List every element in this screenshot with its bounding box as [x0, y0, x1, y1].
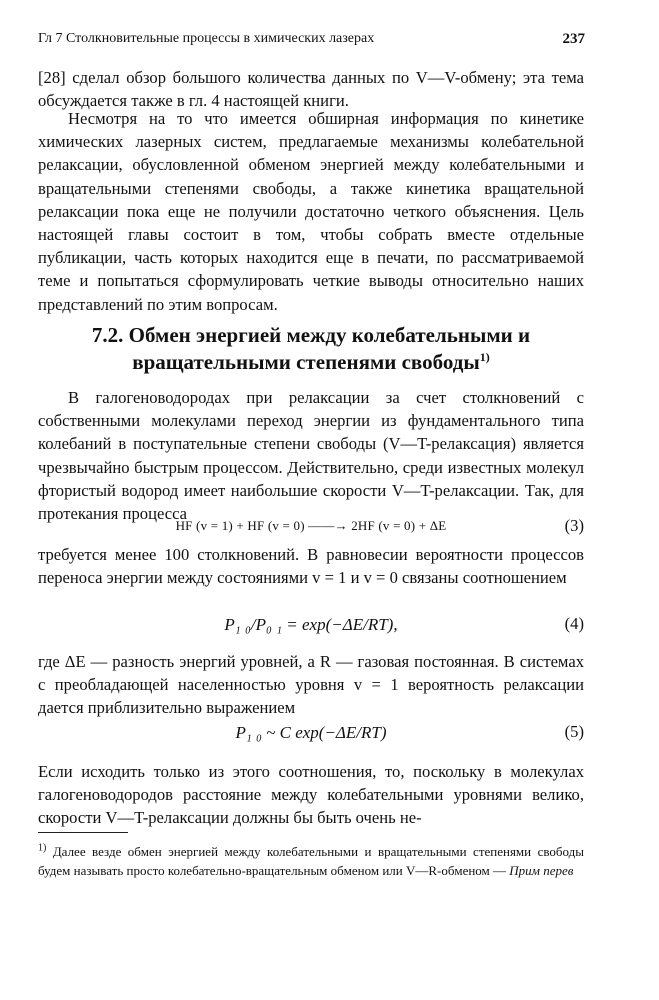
footnote-mark: 1) [38, 842, 47, 854]
running-header [38, 30, 585, 48]
equation-3 [38, 514, 584, 538]
equation-number: (5) [564, 722, 584, 741]
paragraph-intro [38, 107, 584, 316]
translator-note: Прим перев [509, 863, 574, 878]
paragraph-continuation [38, 66, 584, 112]
equation-body: P₁ ₀ ~ C exp(−ΔE/RT) [235, 723, 387, 742]
paragraph-text: В галогеноводородах при релаксации за счет столкновений с собственными молекулами переход энергии из фундаментального типа колебаний в поступательные степени свободы (V—T-релаксация) является чрезвычайно быстрым процессом. Действительно, среди известных молекул фтористый водород имеет наибольшие скорости V—T-релаксации. Так, для протекания процесса [38, 388, 584, 524]
paragraph-text: где ΔE — разность энергий уровней, а R — газовая постоянная. В системах с преобладающей населенностью уровня v = 1 вероятность релаксации дается приблизительно выражением [38, 652, 584, 718]
running-title: Гл 7 Столкновительные процессы в химических лазерах [38, 31, 375, 46]
paragraph-energy-difference [38, 650, 584, 720]
equation-4 [38, 612, 584, 638]
heading-footnote-mark: 1) [479, 350, 490, 364]
equation-number: (3) [564, 516, 584, 535]
section-heading [38, 322, 584, 376]
footnote-text: Далее везде обмен энергией между колебательными и вращательными степенями свободы будем называть просто колебательно-вращательным обменом или V—R-обменом — [38, 844, 584, 878]
paragraph-text: Несмотря на то что имеется обширная информация по кинетике химических лазерных систем, предлагаемые механизмы колебательной релаксации, обусловленной обменом энергией между колебательными и вращательными степенями свободы, а также кинетика вращательной релаксации пока еще не получили достаточно четкого объяснения. Цель настоящей главы состоит в том, чтобы собрать вместе отдельные публикации, часть которых находится еще в печати, по рассматриваемой теме и попытаться сформулировать четкие выводы относительно наших представлений по этим вопросам. [38, 109, 584, 314]
paragraph-text: Если исходить только из этого соотношения, то, поскольку в молекулах галогеноводородов расстояние между колебательными уровнями велико, скорости V—T-релаксации должны бы быть очень не- [38, 762, 584, 828]
footnote-separator [38, 832, 128, 833]
equation-5 [38, 720, 584, 746]
paragraph-conclusion [38, 760, 584, 830]
paragraph-equilibrium [38, 543, 584, 589]
section-title: 7.2. Обмен энергией между колебательными и вращательными степенями свободы [91, 323, 531, 374]
paragraph-text: требуется менее 100 столкновений. В равновесии вероятности процессов переноса энергии между состояниями v = 1 и v = 0 связаны соотношением [38, 545, 584, 588]
paragraph-hf-relaxation [38, 386, 584, 525]
equation-body: HF (v = 1) + HF (v = 0) ——→ 2HF (v = 0) + ΔE [175, 518, 447, 533]
equation-number: (4) [564, 614, 584, 633]
paragraph-text: [28] сделал обзор большого количества данных по V—V-обмену; эта тема обсуждается также в гл. 4 настоящей книги. [38, 68, 584, 111]
equation-body: P₁ ₀/P₀ ₁ = exp(−ΔE/RT), [224, 615, 398, 634]
page-number: 237 [562, 31, 585, 47]
footnote [38, 842, 584, 880]
